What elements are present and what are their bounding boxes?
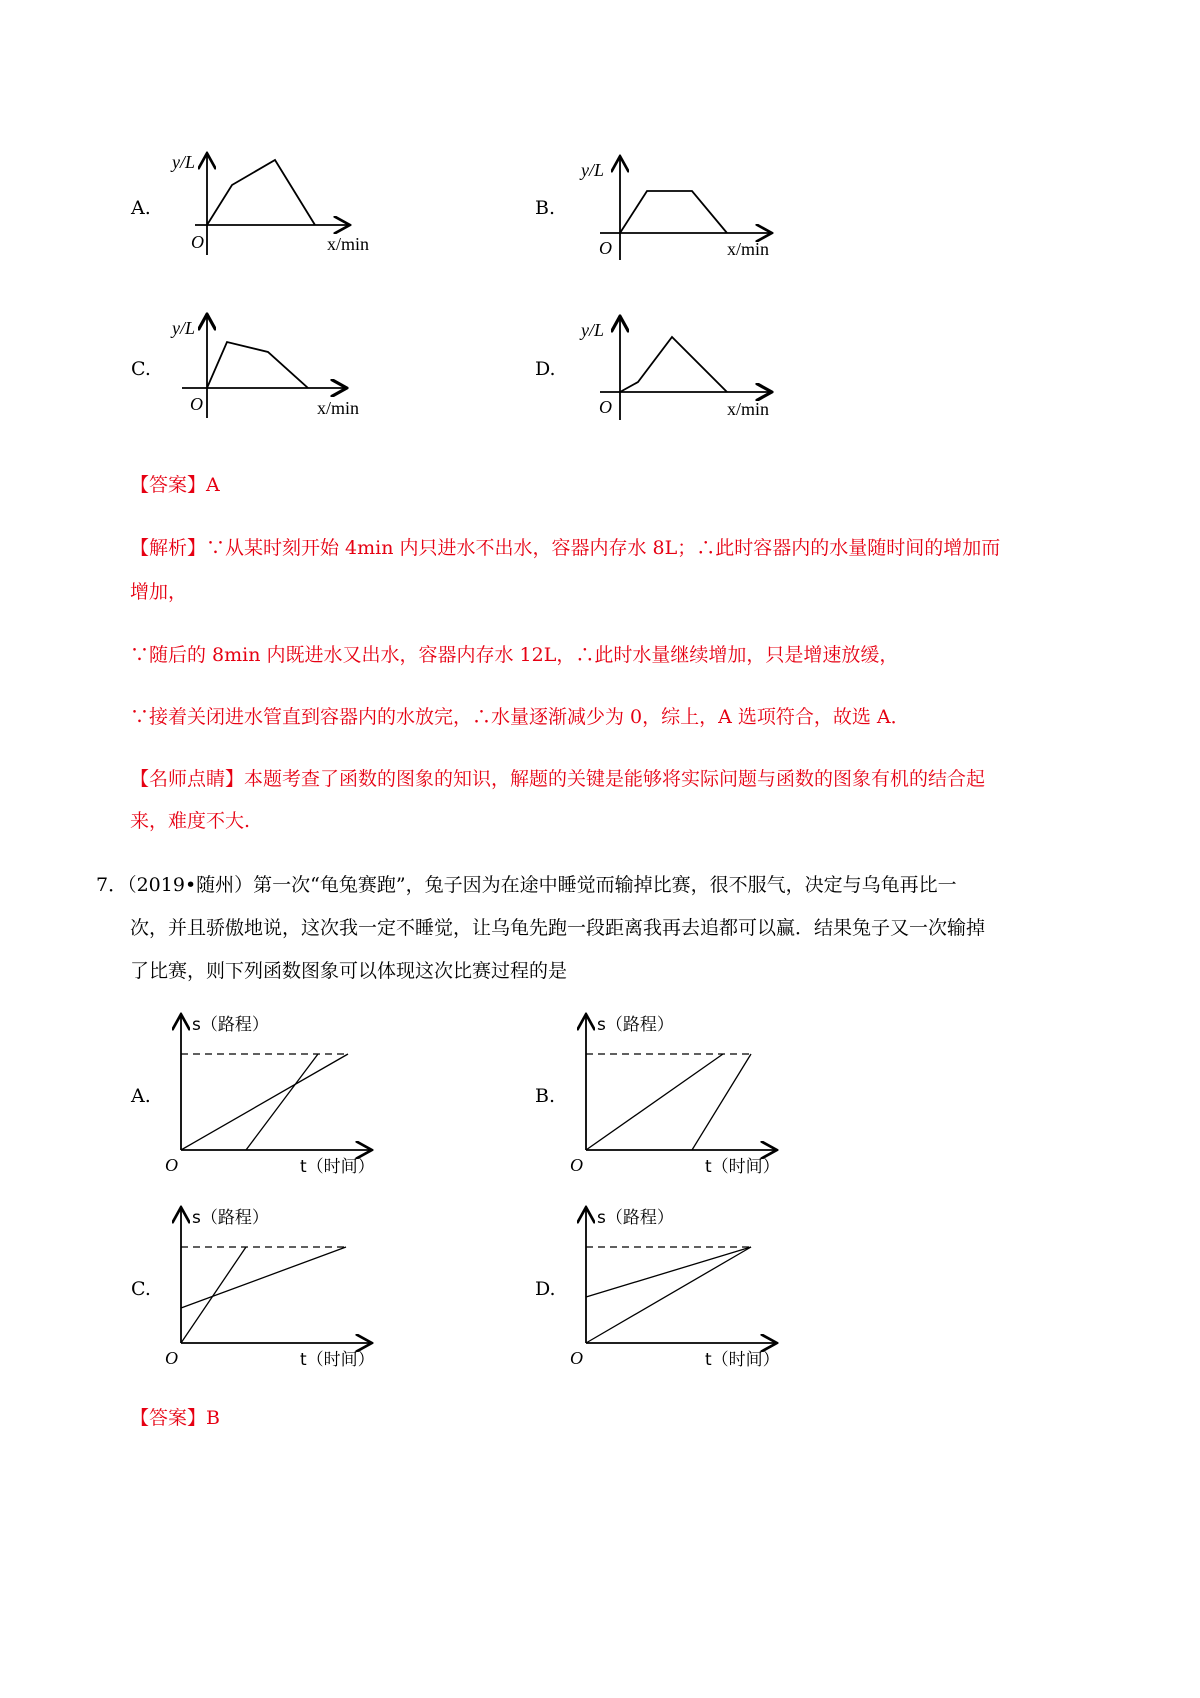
q6-option-b-letter: B. (535, 197, 556, 219)
y-axis-label: s（路程） (597, 1208, 674, 1228)
q6-teacher-note-line-1: 【名师点睛】本题考查了函数的图象的知识，解题的关键是能够将实际问题与函数的图象有机的结合起 (130, 768, 986, 790)
origin-label: O (599, 238, 612, 258)
q7-graph-d (565, 1203, 805, 1378)
q7-question-line-3: 了比赛，则下列函数图象可以体现这次比赛过程的是 (130, 960, 568, 982)
x-axis-label: t（时间） (300, 1350, 375, 1370)
x-axis-label: x/min (727, 399, 770, 419)
graph-c-line (207, 342, 308, 388)
x-axis-label: x/min (327, 234, 370, 254)
q7-option-a-letter: A. (131, 1085, 151, 1107)
q6-graph-b (575, 155, 805, 275)
q7-option-d-letter: D. (535, 1278, 556, 1300)
q7-option-c-letter: C. (131, 1278, 151, 1300)
y-axis-label: y/L (581, 160, 605, 180)
rabbit-line (586, 1247, 751, 1343)
graph-d-line (620, 337, 727, 392)
x-axis-label: x/min (317, 398, 360, 418)
q6-analysis-line-3: ∵随后的 8min 内既进水又出水，容器内存水 12L，∴此时水量继续增加，只是增速放缓， (130, 644, 899, 666)
rabbit-line (246, 1054, 318, 1150)
y-axis-label: s（路程） (192, 1015, 269, 1035)
origin-label: O (191, 232, 204, 252)
q6-option-d-letter: D. (535, 358, 556, 380)
x-axis-label: t（时间） (300, 1157, 375, 1177)
graph-a-line (207, 160, 315, 225)
q6-option-a-letter: A. (131, 197, 151, 219)
q6-analysis-line-2: 增加， (130, 581, 188, 603)
y-axis-label: y/L (172, 152, 196, 172)
q6-teacher-note-line-2: 来，难度不大. (130, 810, 251, 832)
q6-analysis-line-4: ∵接着关闭进水管直到容器内的水放完，∴水量逐渐减少为 0，综上，A 选项符合，故选 A． (130, 706, 910, 728)
tortoise-line (181, 1054, 348, 1150)
graph-b-line (620, 191, 727, 233)
rabbit-line (181, 1247, 246, 1343)
y-axis-label: y/L (581, 320, 605, 340)
origin-label: O (190, 394, 203, 414)
q7-option-b-letter: B. (535, 1085, 556, 1107)
rabbit-line (692, 1054, 751, 1150)
x-axis-label: t（时间） (705, 1157, 780, 1177)
q7-answer: 【答案】B (130, 1407, 220, 1429)
q7-question-line-2: 次，并且骄傲地说，这次我一定不睡觉，让乌龟先跑一段距离我再去追都可以赢．结果兔子又一次输掉 (130, 917, 986, 939)
q6-answer: 【答案】A (130, 474, 220, 496)
q7-graph-c (160, 1203, 400, 1378)
q6-option-c-letter: C. (131, 358, 151, 380)
x-axis-label: t（时间） (705, 1350, 780, 1370)
y-axis-label: s（路程） (192, 1208, 269, 1228)
q7-question-line-1: 7．（2019•随州）第一次“龟兔赛跑”，兔子因为在途中睡觉而输掉比赛，很不服气，决定与乌龟再比一 (96, 874, 957, 896)
q6-graph-d (575, 315, 805, 435)
origin-label: O (165, 1348, 178, 1368)
tortoise-line (181, 1247, 346, 1308)
x-axis-label: x/min (727, 239, 770, 259)
q6-graph-c (160, 313, 390, 433)
tortoise-line (586, 1247, 751, 1297)
q6-analysis-line-1: 【解析】∵从某时刻开始 4min 内只进水不出水，容器内存水 8L；∴此时容器内的水量随时间的增加而 (130, 537, 1001, 559)
y-axis-label: y/L (172, 318, 196, 338)
q7-graph-b (565, 1010, 805, 1185)
y-axis-label: s（路程） (597, 1015, 674, 1035)
q7-graph-a (160, 1010, 400, 1185)
origin-label: O (599, 397, 612, 417)
origin-label: O (165, 1155, 178, 1175)
tortoise-line (586, 1054, 723, 1150)
origin-label: O (570, 1348, 583, 1368)
origin-label: O (570, 1155, 583, 1175)
q6-graph-a (160, 150, 390, 270)
